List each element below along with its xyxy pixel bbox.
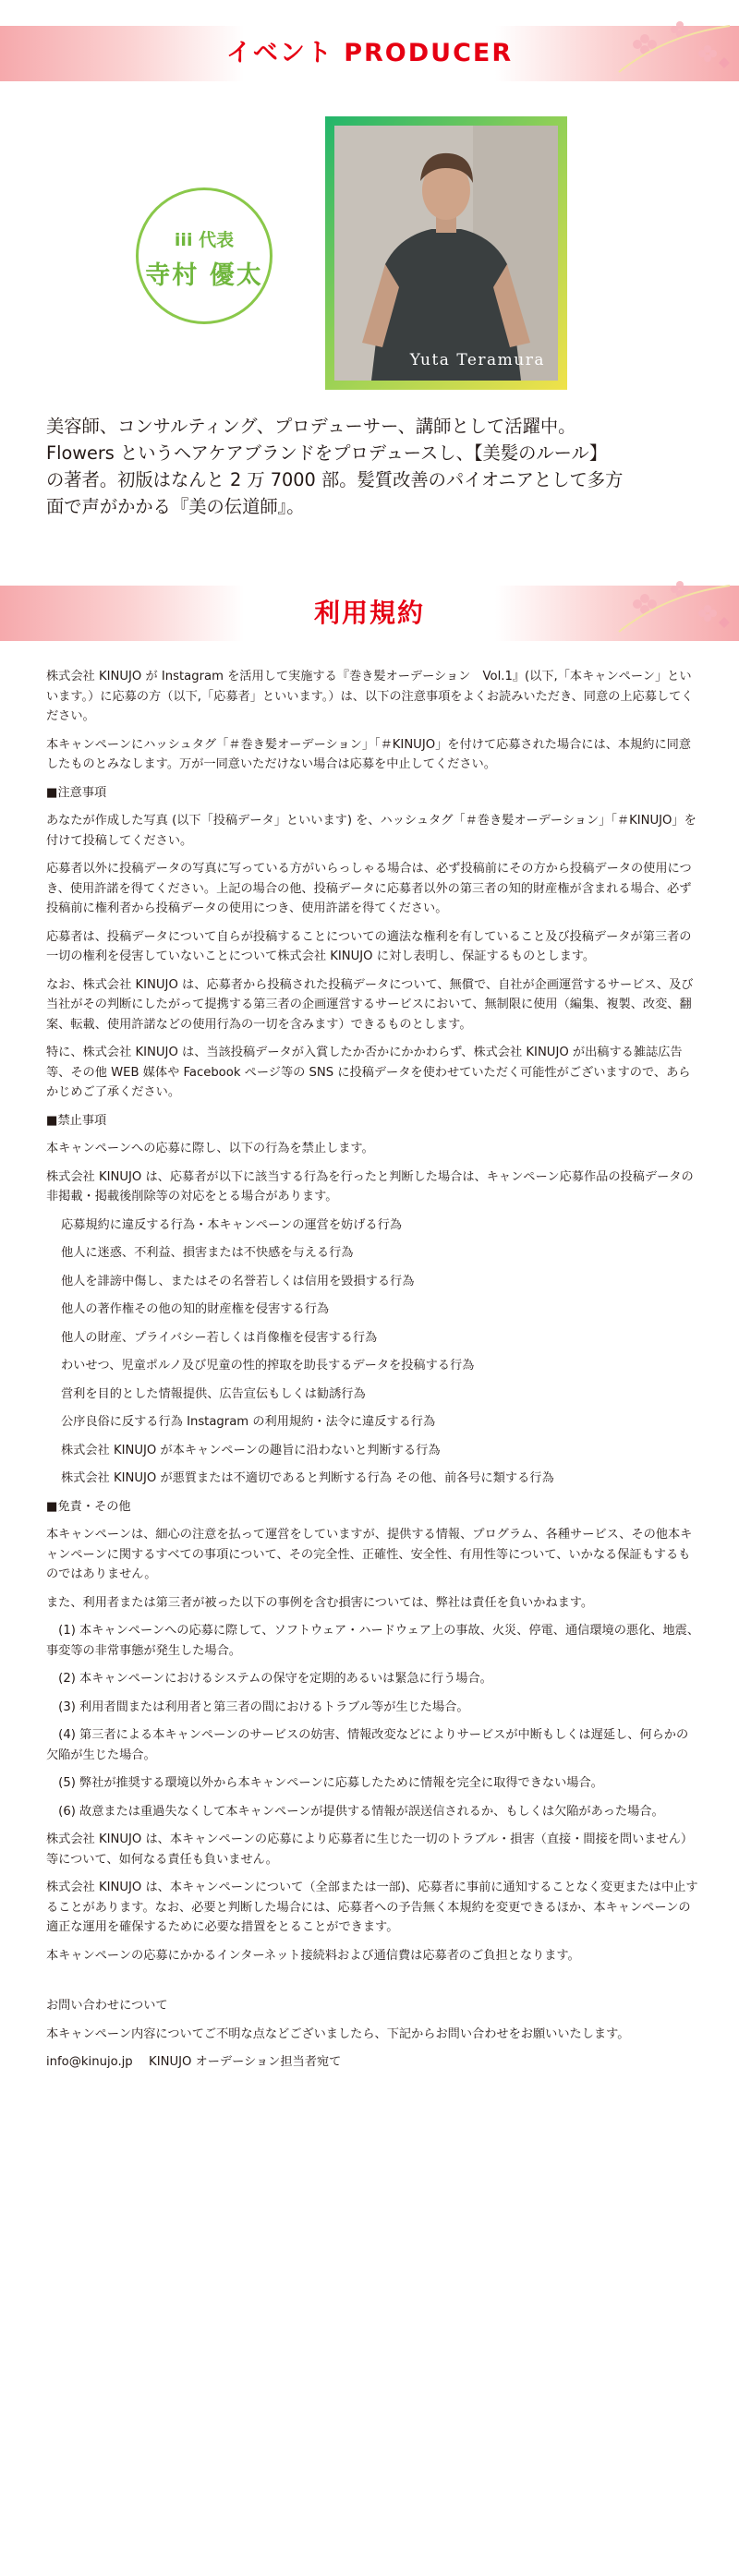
producer-banner-title: イベント PRODUCER [225,39,514,67]
terms-paragraph: 株式会社 KINUJO は、本キャンペーンについて（全部または一部)、応募者に事前に通知することなく変更または中止することがあります。なお、必要と判断した場合には、応募者への予告無く本規約を変更できるほか、本キャンペーンの適正な運用を確保するために必要な措置をとることができます。 [46,1881,698,1934]
producer-photo-frame [325,116,567,390]
terms-banner [0,586,739,641]
prohibited-item: 株式会社 KINUJO が悪質または不適切であると判断する行為 その他、前各号に類する行為 [61,1471,554,1485]
terms-paragraph: 本キャンペーンへの応募に際し、以下の行為を禁止します。 [46,1142,374,1155]
terms-paragraph: (6) 故意または重過失なくして本キャンペーンが提供する情報が誤送信されるか、もしくは欠陥があった場合。 [46,1804,664,1819]
terms-paragraph: お問い合わせについて [46,1999,168,2013]
prohibited-item: 株式会社 KINUJO が本キャンペーンの趣旨に沿わないと判断する行為 [61,1443,441,1457]
bio-line: の著者。初版はなんと 2 万 7000 部。髪質改善のパイオニアとして多方 [46,469,624,490]
producer-photo [334,126,558,381]
terms-paragraph: 特に、株式会社 KINUJO は、当該投稿データが入賞したか否かにかかわらず、株式会社 KINUJO が出稿する雑誌広告等、その他 WEB 媒体や Facebook ページ等の SNS に投稿データを使わせていただく可能性がございますので、あらかじめご了承ください。 [46,1046,691,1099]
terms-paragraph: 本キャンペーンは、細心の注意を払って運営をしていますが、提供する情報、プログラム、各種サービス、その他本キャンペーンに関するすべての事項について、その完全性、正確性、安全性、有用性等について、いかなる保証もするものではありません。 [46,1528,693,1581]
terms-paragraph: 株式会社 KINUJO が Instagram を活用して実施する『巻き髪オーデーション Vol.1』(以下,「本キャンペーン」といいます。）に応募の方（以下,「応募者」といいます。）は、以下の注意事項をよくお読みいただき、同意の上応募してください。 [46,670,694,723]
terms-paragraph: また、利用者または第三者が被った以下の事例を含む損害については、弊社は責任を負いかねます。 [46,1595,594,1610]
terms-paragraph: (2) 本キャンペーンにおけるシステムの保守を定期的あるいは緊急に行う場合。 [46,1672,492,1686]
prohibited-item: 他人の著作権その他の知的財産権を侵害する行為 [61,1302,330,1316]
flower-decoration-icon [610,576,739,641]
terms-banner-title: 利用規約 [313,598,425,628]
terms-paragraph: (1) 本キャンペーンへの応募に際して、ソフトウェア・ハードウェア上の事故、火災、停電、通信環境の悪化、地震、事変等の非常事態が発生した場合。 [46,1624,700,1658]
terms-paragraph: (3) 利用者間または利用者と第三者の間におけるトラブル等が生じた場合。 [46,1699,469,1714]
terms-paragraph: info@kinujo.jp KINUJO オーデーション担当者宛て [46,2055,342,2069]
bio-line: Flowers というヘアケアブランドをプロデュースし、【美髪のルール】 [46,442,608,464]
producer-photo-caption: Yuta Teramura [409,351,545,369]
terms-paragraph: (5) 弊社が推奨する環境以外から本キャンペーンに応募したために情報を完全に取得できない場合。 [46,1776,603,1790]
bio-line: 美容師、コンサルティング、プロデューサー、講師として活躍中。 [46,416,576,437]
producer-name: 寺村 優太 [145,261,263,290]
terms-section-heading: ■免責・その他 [46,1499,131,1514]
terms-paragraph: あなたが作成した写真 (以下「投稿データ」といいます) を、ハッシュタグ「＃巻き髪オーデーション」「＃KINUJO」を付けて投稿してください。 [46,814,697,848]
producer-name-badge [136,187,273,324]
prohibited-item: 応募規約に違反する行為・本キャンペーンの運営を妨げる行為 [61,1217,402,1232]
terms-paragraph: 株式会社 KINUJO は、本キャンペーンの応募により応募者に生じた一切のトラブル・損害（直接・間接を問いません）等について、如何なる責任も負いません。 [46,1832,694,1867]
terms-paragraph: なお、株式会社 KINUJO は、応募者から投稿された投稿データについて、無償で、自社が企画運営するサービス、及び当社がその判断にしたがって提携する第三者の企画運営するサービスにおいて、無制限に使用（編集、複製、改変、翻案、転載、使用許諾などの使用行為の一切を含みます）できるものとします。 [46,977,694,1032]
terms-paragraph: 本キャンペーンの応募にかかるインターネット接続料および通信費は応募者のご負担となります。 [46,1948,580,1963]
prohibited-item: 他人を誹謗中傷し、またはその名誉若しくは信用を毀損する行為 [61,1274,415,1288]
terms-paragraph: 応募者以外に投稿データの写真に写っている方がいらっしゃる場合は、必ず投稿前にその方から投稿データの使用につき、使用許諾を得てください。上記の場合の他、投稿データに応募者以外の第三者の知的財産権が含まれる場合、必ず投稿前に権利者から投稿データの使用につき、使用許諾を得てください。 [46,862,692,915]
terms-body [46,667,700,2081]
producer-role: iii 代表 [174,230,235,250]
terms-spacer [46,1974,700,1996]
flower-decoration-icon [610,17,739,81]
terms-paragraph: 本キャンペーン内容についてご不明な点などございましたら、下記からお問い合わせをお願いいたします。 [46,2026,630,2041]
prohibited-item: 公序良俗に反する行為 Instagram の利用規約・法令に違反する行為 [61,1415,436,1429]
producer-bio [46,413,702,520]
person-illustration-icon [334,126,558,381]
terms-paragraph: 応募者は、投稿データについて自らが投稿することについての適法な権利を有していること及び投稿データが第三者の一切の権利を侵害していないことについて株式会社 KINUJO に対し表明し、保証するものとします。 [46,929,692,963]
bio-line: 面で声がかかる『美の伝道師』。 [46,496,305,517]
terms-paragraph: 株式会社 KINUJO は、応募者が以下に該当する行為を行ったと判断した場合は、キャンペーン応募作品の投稿データの非掲載・掲載後削除等の対応をとる場合があります。 [46,1169,694,1203]
prohibited-item: わいせつ、児童ポルノ及び児童の性的搾取を助長するデータを投稿する行為 [61,1359,475,1373]
terms-paragraph: 本キャンペーンにハッシュタグ「＃巻き髪オーデーション」「＃KINUJO」を付けて応募された場合には、本規約に同意したものとみなします。万が一同意いただけない場合は応募を中止してください。 [46,737,692,771]
terms-section-heading: ■注意事項 [46,785,107,800]
terms-paragraph: (4) 第三者による本キャンペーンのサービスの妨害、情報改変などによりサービスが中断もしくは遅延し、何らかの欠陥が生じた場合。 [46,1728,689,1762]
prohibited-item: 他人の財産、プライバシー若しくは肖像権を侵害する行為 [61,1330,378,1345]
terms-section-heading: ■禁止事項 [46,1113,107,1128]
prohibited-item: 営利を目的とした情報提供、広告宣伝もしくは勧誘行為 [61,1386,366,1401]
prohibited-item: 他人に迷惑、不利益、損害または不快感を与える行為 [61,1246,354,1260]
producer-banner [0,26,739,81]
